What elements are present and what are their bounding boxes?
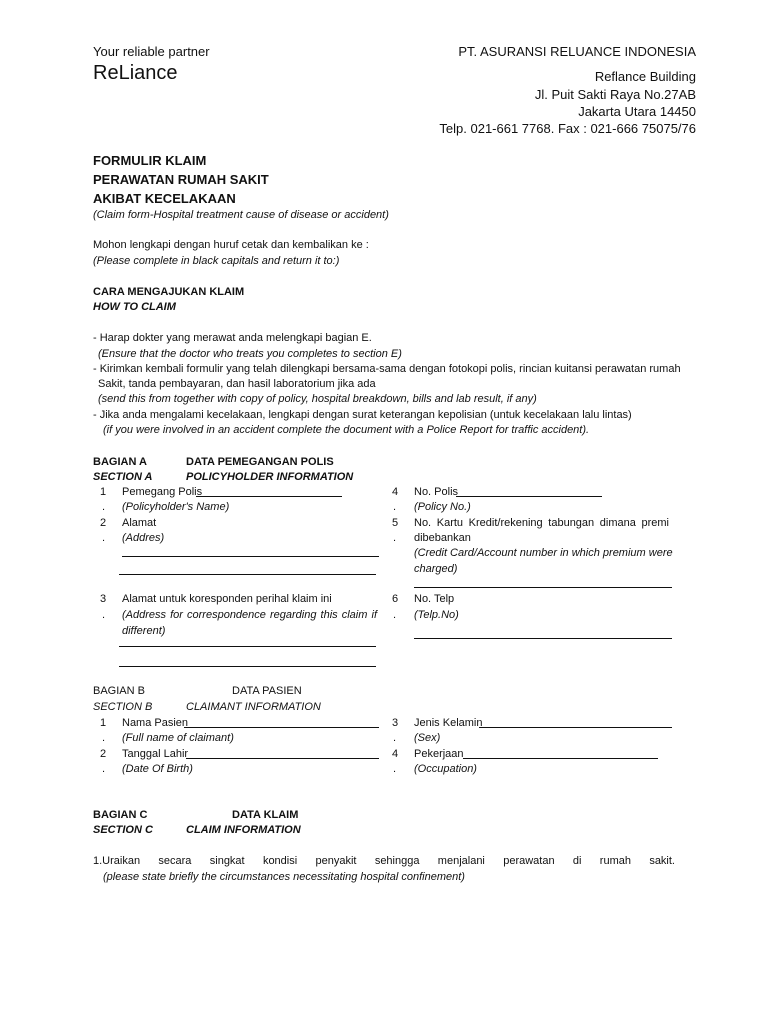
account-number-label-en-cont: charged) bbox=[414, 563, 458, 575]
section-b-label-en: SECTION B bbox=[93, 701, 153, 713]
form-title-2: PERAWATAN RUMAH SAKIT bbox=[93, 172, 269, 187]
field-number: 1 bbox=[100, 486, 107, 498]
section-b-label: BAGIAN B bbox=[93, 685, 145, 697]
instruction-2b: Sakit, tanda pembayaran, dan hasil laboratorium jika ada bbox=[98, 378, 376, 390]
claim-question-1-en: (please state briefly the circumstances necessitating hospital confinement) bbox=[103, 871, 465, 883]
instruction-3-en: (if you were involved in an accident complete the document with a Police Report for traffic accident). bbox=[103, 424, 590, 436]
policyholder-label: Pemegang Polis bbox=[122, 486, 203, 498]
field-dot: . bbox=[102, 532, 106, 544]
field-dot: . bbox=[393, 609, 397, 621]
field-number: 4 bbox=[392, 486, 399, 498]
field-dot: . bbox=[393, 532, 397, 544]
field-number: 3 bbox=[392, 717, 399, 729]
occupation-label-en: (Occupation) bbox=[414, 763, 477, 775]
field-dot: . bbox=[102, 732, 106, 744]
policyholder-label-en: (Policyholder's Name) bbox=[122, 501, 230, 513]
account-number-label-en: (Credit Card/Account number in which premium were bbox=[414, 547, 673, 559]
sex-input[interactable] bbox=[479, 727, 672, 728]
field-number: 5 bbox=[392, 517, 399, 529]
patient-name-label-en: (Full name of claimant) bbox=[122, 732, 234, 744]
patient-name-label: Nama Pasien bbox=[122, 717, 189, 729]
field-number: 1 bbox=[100, 717, 107, 729]
section-a-title-en: POLICYHOLDER INFORMATION bbox=[186, 471, 354, 483]
form-title-1: FORMULIR KLAIM bbox=[93, 153, 207, 168]
company-city: Jakarta Utara 14450 bbox=[578, 104, 696, 119]
how-heading: CARA MENGAJUKAN KLAIM bbox=[93, 286, 245, 298]
instruction-2a: - Kirimkan kembali formulir yang telah dilengkapi bersama-sama dengan fotokopi polis, rincian kuitansi perawatan rumah bbox=[93, 363, 681, 375]
field-dot: . bbox=[393, 763, 397, 775]
address-label-en: (Addres) bbox=[122, 532, 165, 544]
phone-label-en: (Telp.No) bbox=[414, 609, 459, 621]
phone-label: No. Telp bbox=[414, 593, 455, 605]
correspondence-input-line-1[interactable] bbox=[119, 646, 376, 647]
company-street: Jl. Puit Sakti Raya No.27AB bbox=[534, 87, 696, 102]
account-number-input[interactable] bbox=[414, 587, 672, 588]
policy-no-label: No. Polis bbox=[414, 486, 459, 498]
account-number-label-cont: dibebankan bbox=[414, 532, 471, 544]
birth-date-label-en: (Date Of Birth) bbox=[122, 763, 193, 775]
occupation-input[interactable] bbox=[463, 758, 658, 759]
section-c-label-en: SECTION C bbox=[93, 824, 153, 836]
company-building: Reflance Building bbox=[594, 69, 696, 84]
address-input-line-1[interactable] bbox=[122, 556, 379, 557]
section-c-title: DATA KLAIM bbox=[232, 809, 299, 821]
section-a-label: BAGIAN A bbox=[93, 456, 147, 468]
field-number: 3 bbox=[100, 593, 107, 605]
correspondence-input-line-2[interactable] bbox=[119, 666, 376, 667]
field-dot: . bbox=[102, 763, 106, 775]
sex-label: Jenis Kelamin bbox=[414, 717, 483, 729]
occupation-label: Pekerjaan bbox=[414, 748, 464, 760]
address-label: Alamat bbox=[122, 517, 157, 529]
section-b-title-en: CLAIMANT INFORMATION bbox=[186, 701, 321, 713]
field-dot: . bbox=[102, 609, 106, 621]
instruction-2-en: (send this from together with copy of policy, hospital breakdown, bills and lab result, if any) bbox=[98, 393, 537, 405]
policy-no-label-en: (Policy No.) bbox=[414, 501, 471, 513]
how-heading-en: HOW TO CLAIM bbox=[93, 301, 176, 313]
field-dot: . bbox=[393, 501, 397, 513]
policy-no-input[interactable] bbox=[456, 496, 602, 497]
birth-date-label: Tanggal Lahir bbox=[122, 748, 189, 760]
section-c-label: BAGIAN C bbox=[93, 809, 148, 821]
policyholder-input[interactable] bbox=[196, 496, 342, 497]
correspondence-address-label-en: (Address for correspondence regarding this claim if bbox=[122, 609, 377, 621]
correspondence-address-label-en-cont: different) bbox=[122, 625, 166, 637]
field-number: 4 bbox=[392, 748, 399, 760]
section-a-label-en: SECTION A bbox=[93, 471, 153, 483]
field-dot: . bbox=[102, 501, 106, 513]
intro-text: Mohon lengkapi dengan huruf cetak dan kembalikan ke : bbox=[93, 239, 369, 251]
field-number: 6 bbox=[392, 593, 399, 605]
instruction-3: - Jika anda mengalami kecelakaan, lengkapi dengan surat keterangan kepolisian (untuk kecelakaan lalu lintas) bbox=[93, 409, 632, 421]
section-b-title: DATA PASIEN bbox=[232, 685, 302, 697]
field-number: 2 bbox=[100, 517, 107, 529]
company-phone: Telp. 021-661 7768. Fax : 021-666 75075/76 bbox=[439, 121, 696, 136]
birth-date-input[interactable] bbox=[186, 758, 379, 759]
company-name: PT. ASURANSI RELUANCE INDONESIA bbox=[458, 44, 696, 59]
instruction-1-en: (Ensure that the doctor who treats you completes to section E) bbox=[98, 348, 402, 360]
claim-question-1: 1.Uraikan secara singkat kondisi penyakit sehingga menjalani perawatan di rumah sakit. bbox=[93, 855, 675, 867]
section-a-title: DATA PEMEGANGAN POLIS bbox=[186, 456, 334, 468]
address-input-line-2[interactable] bbox=[119, 574, 376, 575]
patient-name-input[interactable] bbox=[184, 727, 379, 728]
field-dot: . bbox=[393, 732, 397, 744]
field-number: 2 bbox=[100, 748, 107, 760]
intro-text-en: (Please complete in black capitals and return it to:) bbox=[93, 255, 340, 267]
company-logo: ReLiance bbox=[93, 62, 178, 84]
phone-input[interactable] bbox=[414, 638, 672, 639]
correspondence-address-label: Alamat untuk koresponden perihal klaim ini bbox=[122, 593, 332, 605]
tagline: Your reliable partner bbox=[93, 44, 210, 59]
section-c-title-en: CLAIM INFORMATION bbox=[186, 824, 301, 836]
account-number-label: No. Kartu Kredit/rekening tabungan dimana premi bbox=[414, 517, 669, 529]
form-title-3: AKIBAT KECELAKAAN bbox=[93, 191, 236, 206]
sex-label-en: (Sex) bbox=[414, 732, 441, 744]
form-subtitle: (Claim form-Hospital treatment cause of disease or accident) bbox=[93, 209, 389, 221]
instruction-1: - Harap dokter yang merawat anda melengkapi bagian E. bbox=[93, 332, 372, 344]
